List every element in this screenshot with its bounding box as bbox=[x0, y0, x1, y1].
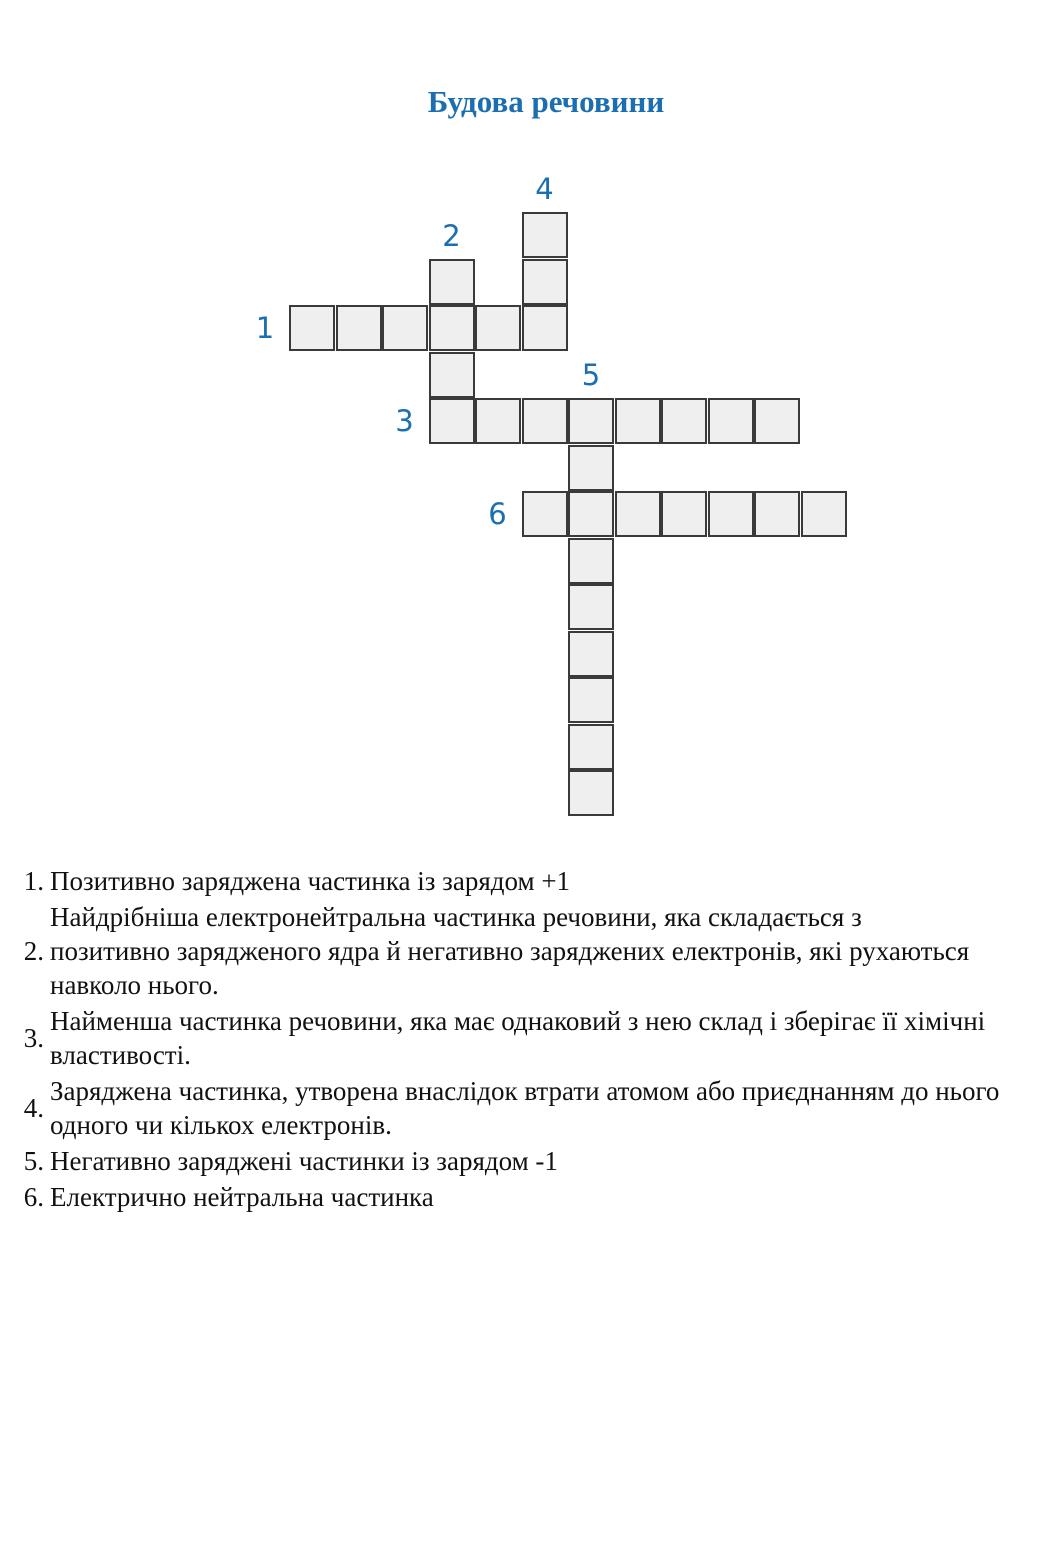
crossword-cell[interactable] bbox=[522, 259, 568, 305]
crossword-cell[interactable] bbox=[708, 491, 754, 537]
crossword-cell[interactable] bbox=[475, 305, 521, 351]
crossword-cell[interactable] bbox=[615, 491, 661, 537]
clue-item bbox=[0, 864, 1046, 898]
crossword-cell[interactable] bbox=[661, 491, 707, 537]
crossword-cell[interactable] bbox=[522, 212, 568, 258]
word-number-4: 4 bbox=[535, 172, 554, 206]
clue-text: Електрично нейтральна частинка bbox=[50, 1182, 434, 1212]
word-number-3: 3 bbox=[395, 404, 414, 438]
word-number-1: 1 bbox=[255, 311, 275, 345]
clue-number: 3. bbox=[23, 1023, 44, 1053]
clue-list bbox=[0, 864, 1046, 1214]
crossword-cell[interactable] bbox=[754, 398, 800, 444]
word-number-2: 2 bbox=[442, 218, 461, 253]
clue-item bbox=[0, 1144, 1046, 1178]
clue-text: Заряджена частинка, утворена внаслідок втрати атомом або приєднанням до нього одного чи кількох електронів. bbox=[50, 1076, 1000, 1140]
word-number-6: 6 bbox=[488, 497, 507, 531]
clue-number: 5. bbox=[23, 1146, 44, 1176]
crossword-cell[interactable] bbox=[801, 491, 847, 537]
clue-item bbox=[0, 900, 1046, 1002]
crossword-cell[interactable] bbox=[568, 770, 614, 816]
word-number-5: 5 bbox=[581, 358, 601, 392]
crossword-cell[interactable] bbox=[568, 677, 614, 723]
crossword-cell[interactable] bbox=[429, 352, 475, 398]
crossword-cell[interactable] bbox=[429, 259, 475, 305]
crossword-cell[interactable] bbox=[475, 398, 521, 444]
crossword-cell[interactable] bbox=[289, 305, 335, 351]
crossword-cell[interactable] bbox=[522, 398, 568, 444]
crossword-cell[interactable] bbox=[336, 305, 382, 351]
crossword-cell[interactable] bbox=[661, 398, 707, 444]
crossword-cell[interactable] bbox=[568, 724, 614, 770]
crossword-cell[interactable] bbox=[754, 491, 800, 537]
clue-number: 4. bbox=[23, 1093, 44, 1123]
clue-text: Найменша частинка речовини, яка має однаковий з нею склад і зберігає її хімічні властивості. bbox=[50, 1006, 986, 1070]
crossword-cell[interactable] bbox=[568, 538, 614, 584]
crossword-cell[interactable] bbox=[522, 491, 568, 537]
crossword-cell[interactable] bbox=[568, 398, 614, 444]
clue-number: 1. bbox=[23, 866, 44, 896]
clue-item bbox=[0, 1180, 1046, 1214]
clue-number: 2. bbox=[23, 936, 44, 966]
crossword-cell[interactable] bbox=[568, 631, 614, 677]
clue-number: 6. bbox=[23, 1182, 44, 1212]
clue-text: Позитивно заряджена частинка із зарядом +1 bbox=[50, 866, 571, 896]
crossword-cell[interactable] bbox=[615, 398, 661, 444]
crossword-cell[interactable] bbox=[522, 305, 568, 351]
crossword-cell[interactable] bbox=[382, 305, 428, 351]
crossword-cell[interactable] bbox=[568, 584, 614, 630]
crossword-cell[interactable] bbox=[708, 398, 754, 444]
crossword-cell[interactable] bbox=[429, 305, 475, 351]
clue-text: Негативно заряджені частинки із зарядом -1 bbox=[50, 1146, 558, 1176]
crossword-cell[interactable] bbox=[568, 445, 614, 491]
page-title: Будова речовини bbox=[427, 84, 665, 119]
crossword-cell[interactable] bbox=[568, 491, 614, 537]
clue-item bbox=[0, 1074, 1046, 1142]
clue-item bbox=[0, 1004, 1046, 1072]
crossword-cell[interactable] bbox=[429, 398, 475, 444]
clue-text: Найдрібніша електронейтральна частинка речовини, яка складається з позитивно зарядженого ядра й негативно заряджених електронів, які рухаються навколо нього. bbox=[50, 902, 970, 1000]
